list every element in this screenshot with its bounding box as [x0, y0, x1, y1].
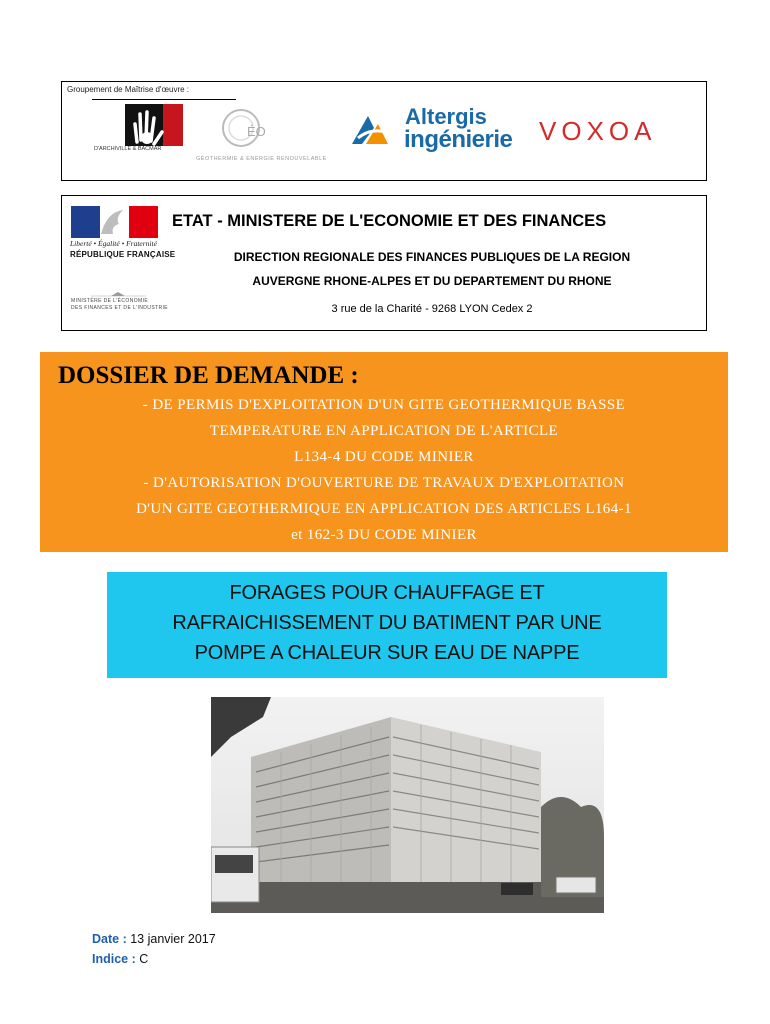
project-title-line: FORAGES POUR CHAUFFAGE ET	[229, 582, 545, 604]
date-label: Date :	[92, 932, 127, 946]
ministere-line-1: MINISTÈRE DE L'ÉCONOMIE	[71, 298, 149, 304]
project-title-block	[107, 572, 667, 678]
project-title-line: POMPE A CHALEUR SUR EAU DE NAPPE	[194, 642, 580, 664]
moe-label: Groupement de Maîtrise d'œuvre :	[67, 85, 190, 94]
project-title-line: RAFRAICHISSEMENT DU BATIMENT PAR UNE	[172, 612, 602, 634]
direction-line-1: DIRECTION REGIONALE DES FINANCES PUBLIQUES DE LA REGION	[233, 250, 631, 264]
etat-box	[61, 195, 707, 331]
svg-text:ÉO: ÉO	[247, 124, 266, 139]
date-row	[92, 932, 216, 946]
altergis-text-1: Altergis	[405, 104, 487, 129]
dossier-title: DOSSIER DE DEMANDE :	[58, 362, 359, 389]
dossier-line: - DE PERMIS D'EXPLOITATION D'UN GITE GEOTHERMIQUE BASSE	[142, 397, 626, 413]
moe-underline	[92, 99, 236, 100]
dossier-line: - D'AUTORISATION D'OUVERTURE DE TRAVAUX D'EXPLOITATION	[143, 475, 625, 491]
voxoa-logo: VOXOA	[539, 116, 657, 146]
altergis-mark-icon	[348, 110, 390, 150]
geo-logo	[217, 106, 277, 152]
dossier-line: TEMPERATURE EN APPLICATION DE L'ARTICLE	[209, 423, 559, 439]
marianne-republic: RÉPUBLIQUE FRANÇAISE	[70, 250, 176, 259]
dossier-line: L134-4 DU CODE MINIER	[294, 449, 474, 465]
moe-box	[61, 81, 707, 181]
darchiville-caption: D'ARCHIVILLE & BACMAR	[94, 146, 162, 152]
etat-address: 3 rue de la Charité - 9268 LYON Cedex 2	[331, 303, 533, 315]
date-value: 13 janvier 2017	[130, 932, 216, 946]
dossier-line: et 162-3 DU CODE MINIER	[291, 527, 477, 543]
ministere-line-2: DES FINANCES ET DE L'INDUSTRIE	[71, 305, 169, 311]
direction-line-2: AUVERGNE RHONE-ALPES ET DU DEPARTEMENT DU RHONE	[252, 274, 612, 288]
indice-label: Indice :	[92, 952, 136, 966]
geo-caption: GÉOTHERMIE & ENERGIE RENOUVELABLE	[196, 156, 327, 162]
dossier-line: D'UN GITE GEOTHERMIQUE EN APPLICATION DES ARTICLES L164-1	[136, 501, 632, 517]
indice-row	[92, 952, 148, 966]
etat-title: ETAT - MINISTERE DE L'ECONOMIE ET DES FINANCES	[172, 212, 607, 230]
building-photo	[211, 697, 604, 913]
marianne-motto: Liberté • Égalité • Fraternité	[70, 239, 157, 248]
altergis-text-2: ingénierie	[404, 126, 513, 153]
indice-value: C	[139, 952, 149, 966]
dossier-block	[40, 352, 728, 552]
